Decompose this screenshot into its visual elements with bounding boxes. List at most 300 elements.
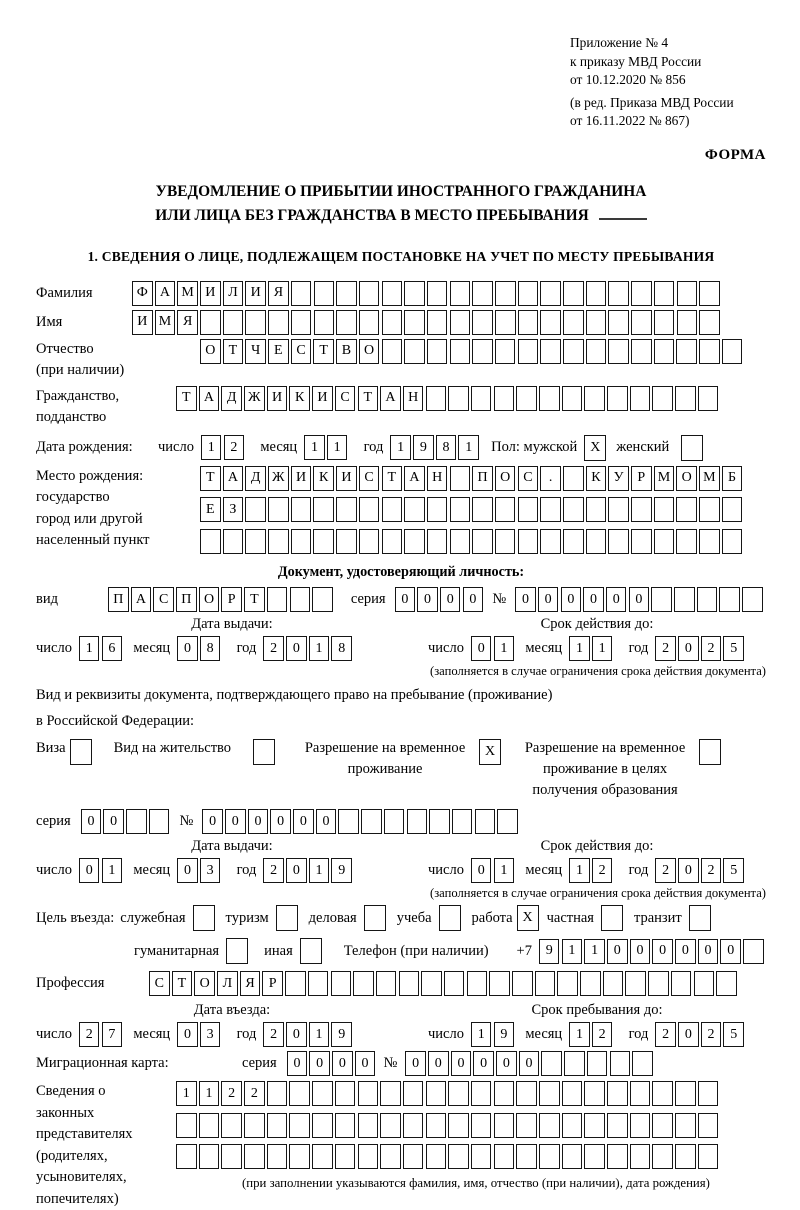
char-box[interactable] bbox=[674, 587, 695, 612]
char-box[interactable]: 0 bbox=[519, 1051, 540, 1076]
char-box[interactable]: О bbox=[495, 466, 516, 491]
char-box[interactable] bbox=[625, 971, 646, 996]
char-box[interactable]: 7 bbox=[102, 1022, 123, 1047]
char-box[interactable]: 0 bbox=[395, 587, 416, 612]
char-box[interactable] bbox=[427, 339, 448, 364]
birth-day-boxes[interactable] bbox=[201, 435, 246, 460]
char-box[interactable] bbox=[608, 339, 629, 364]
char-box[interactable] bbox=[313, 529, 334, 554]
char-box[interactable] bbox=[584, 1144, 605, 1169]
char-box[interactable] bbox=[359, 281, 380, 306]
char-box[interactable] bbox=[268, 529, 289, 554]
char-box[interactable] bbox=[632, 1051, 653, 1076]
char-box[interactable] bbox=[541, 1051, 562, 1076]
char-box[interactable] bbox=[380, 1144, 401, 1169]
purpose-other-checkbox[interactable] bbox=[300, 938, 322, 964]
char-box[interactable] bbox=[448, 1144, 469, 1169]
char-box[interactable]: 0 bbox=[496, 1051, 517, 1076]
char-box[interactable]: 1 bbox=[79, 636, 100, 661]
char-box[interactable] bbox=[450, 310, 471, 335]
char-box[interactable]: П bbox=[176, 587, 197, 612]
char-box[interactable] bbox=[512, 971, 533, 996]
char-box[interactable] bbox=[267, 1081, 288, 1106]
char-box[interactable] bbox=[289, 1144, 310, 1169]
char-box[interactable]: 1 bbox=[592, 636, 613, 661]
char-box[interactable]: О bbox=[200, 339, 221, 364]
char-box[interactable] bbox=[557, 971, 578, 996]
char-box[interactable] bbox=[540, 339, 561, 364]
char-box[interactable]: 0 bbox=[538, 587, 559, 612]
surname-boxes[interactable] bbox=[132, 281, 722, 306]
char-box[interactable]: А bbox=[155, 281, 176, 306]
char-box[interactable]: Я bbox=[240, 971, 261, 996]
char-box[interactable] bbox=[743, 939, 764, 964]
char-box[interactable] bbox=[698, 1081, 719, 1106]
char-box[interactable] bbox=[426, 1144, 447, 1169]
char-box[interactable]: 9 bbox=[331, 858, 352, 883]
char-box[interactable] bbox=[439, 905, 461, 931]
char-box[interactable] bbox=[291, 497, 312, 522]
char-box[interactable] bbox=[268, 497, 289, 522]
char-box[interactable] bbox=[335, 1081, 356, 1106]
char-box[interactable]: 1 bbox=[327, 435, 348, 460]
char-box[interactable] bbox=[450, 281, 471, 306]
char-box[interactable]: Р bbox=[262, 971, 283, 996]
stay-day-boxes[interactable] bbox=[471, 1022, 516, 1047]
char-box[interactable]: 0 bbox=[606, 587, 627, 612]
char-box[interactable]: 0 bbox=[286, 858, 307, 883]
char-box[interactable] bbox=[244, 1113, 265, 1138]
char-box[interactable]: 2 bbox=[592, 1022, 613, 1047]
char-box[interactable] bbox=[563, 281, 584, 306]
char-box[interactable]: О bbox=[194, 971, 215, 996]
char-box[interactable] bbox=[331, 971, 352, 996]
char-box[interactable]: 0 bbox=[629, 587, 650, 612]
res-valid-day-boxes[interactable] bbox=[471, 858, 516, 883]
char-box[interactable]: С bbox=[335, 386, 356, 411]
char-box[interactable] bbox=[518, 281, 539, 306]
char-box[interactable]: Л bbox=[223, 281, 244, 306]
char-box[interactable] bbox=[358, 1081, 379, 1106]
char-box[interactable] bbox=[676, 529, 697, 554]
char-box[interactable]: 0 bbox=[515, 587, 536, 612]
char-box[interactable] bbox=[607, 1081, 628, 1106]
char-box[interactable] bbox=[654, 497, 675, 522]
char-box[interactable] bbox=[399, 971, 420, 996]
char-box[interactable]: 3 bbox=[200, 1022, 221, 1047]
char-box[interactable] bbox=[471, 1144, 492, 1169]
char-box[interactable]: 0 bbox=[293, 809, 314, 834]
char-box[interactable]: 2 bbox=[221, 1081, 242, 1106]
char-box[interactable] bbox=[694, 971, 715, 996]
legal-reps-row2-boxes[interactable] bbox=[176, 1113, 776, 1138]
purpose-study-checkbox[interactable] bbox=[439, 905, 461, 931]
char-box[interactable]: А bbox=[131, 587, 152, 612]
char-box[interactable]: 1 bbox=[176, 1081, 197, 1106]
char-box[interactable]: Д bbox=[245, 466, 266, 491]
char-box[interactable] bbox=[361, 809, 382, 834]
char-box[interactable] bbox=[126, 809, 147, 834]
char-box[interactable]: X bbox=[517, 905, 539, 931]
char-box[interactable]: Д bbox=[221, 386, 242, 411]
legal-reps-row1-boxes[interactable] bbox=[176, 1081, 776, 1106]
char-box[interactable] bbox=[631, 281, 652, 306]
char-box[interactable] bbox=[289, 1113, 310, 1138]
char-box[interactable] bbox=[699, 739, 721, 765]
char-box[interactable]: 1 bbox=[201, 435, 222, 460]
birth-place-row2-boxes[interactable] bbox=[200, 497, 745, 522]
char-box[interactable]: 2 bbox=[701, 858, 722, 883]
char-box[interactable] bbox=[495, 497, 516, 522]
char-box[interactable]: Я bbox=[268, 281, 289, 306]
mig-number-boxes[interactable] bbox=[405, 1051, 655, 1076]
char-box[interactable]: Т bbox=[200, 466, 221, 491]
char-box[interactable] bbox=[404, 529, 425, 554]
char-box[interactable]: 0 bbox=[675, 939, 696, 964]
entry-day-boxes[interactable] bbox=[79, 1022, 124, 1047]
char-box[interactable] bbox=[176, 1113, 197, 1138]
res-series-boxes[interactable] bbox=[81, 809, 172, 834]
char-box[interactable]: Ч bbox=[245, 339, 266, 364]
char-box[interactable] bbox=[722, 339, 743, 364]
char-box[interactable]: 0 bbox=[286, 1022, 307, 1047]
char-box[interactable]: 1 bbox=[309, 1022, 330, 1047]
char-box[interactable]: 0 bbox=[309, 1051, 330, 1076]
char-box[interactable]: 1 bbox=[304, 435, 325, 460]
visa-checkbox[interactable] bbox=[70, 739, 92, 765]
char-box[interactable]: Т bbox=[382, 466, 403, 491]
char-box[interactable] bbox=[403, 1081, 424, 1106]
char-box[interactable] bbox=[698, 1113, 719, 1138]
char-box[interactable] bbox=[200, 310, 221, 335]
char-box[interactable] bbox=[586, 529, 607, 554]
char-box[interactable]: 1 bbox=[562, 939, 583, 964]
char-box[interactable] bbox=[699, 529, 720, 554]
char-box[interactable]: 2 bbox=[263, 636, 284, 661]
char-box[interactable] bbox=[358, 1144, 379, 1169]
char-box[interactable] bbox=[608, 497, 629, 522]
char-box[interactable]: 0 bbox=[248, 809, 269, 834]
char-box[interactable] bbox=[535, 971, 556, 996]
char-box[interactable]: З bbox=[223, 497, 244, 522]
char-box[interactable] bbox=[584, 1081, 605, 1106]
res-issue-day-boxes[interactable] bbox=[79, 858, 124, 883]
stay-month-boxes[interactable] bbox=[569, 1022, 614, 1047]
char-box[interactable] bbox=[193, 905, 215, 931]
char-box[interactable]: С bbox=[518, 466, 539, 491]
char-box[interactable] bbox=[563, 466, 584, 491]
char-box[interactable]: П bbox=[472, 466, 493, 491]
char-box[interactable] bbox=[494, 386, 515, 411]
legal-reps-row3-boxes[interactable] bbox=[176, 1144, 776, 1169]
char-box[interactable] bbox=[467, 971, 488, 996]
char-box[interactable] bbox=[70, 739, 92, 765]
char-box[interactable] bbox=[586, 310, 607, 335]
char-box[interactable]: О bbox=[199, 587, 220, 612]
char-box[interactable] bbox=[285, 971, 306, 996]
char-box[interactable]: 0 bbox=[103, 809, 124, 834]
char-box[interactable] bbox=[495, 310, 516, 335]
char-box[interactable] bbox=[404, 310, 425, 335]
purpose-humanitarian-checkbox[interactable] bbox=[226, 938, 248, 964]
char-box[interactable]: Б bbox=[722, 466, 743, 491]
char-box[interactable] bbox=[608, 281, 629, 306]
char-box[interactable] bbox=[495, 281, 516, 306]
char-box[interactable]: 1 bbox=[390, 435, 411, 460]
residence-permit-checkbox[interactable] bbox=[253, 739, 275, 765]
char-box[interactable]: 8 bbox=[436, 435, 457, 460]
char-box[interactable] bbox=[607, 1144, 628, 1169]
char-box[interactable] bbox=[652, 1144, 673, 1169]
char-box[interactable]: М bbox=[654, 466, 675, 491]
char-box[interactable] bbox=[494, 1081, 515, 1106]
char-box[interactable] bbox=[671, 971, 692, 996]
char-box[interactable]: И bbox=[291, 466, 312, 491]
char-box[interactable] bbox=[603, 971, 624, 996]
char-box[interactable] bbox=[221, 1113, 242, 1138]
char-box[interactable] bbox=[421, 971, 442, 996]
char-box[interactable] bbox=[607, 386, 628, 411]
char-box[interactable]: Т bbox=[223, 339, 244, 364]
char-box[interactable] bbox=[562, 1081, 583, 1106]
char-box[interactable] bbox=[652, 1081, 673, 1106]
char-box[interactable]: Ф bbox=[132, 281, 153, 306]
char-box[interactable] bbox=[404, 339, 425, 364]
char-box[interactable]: 0 bbox=[79, 858, 100, 883]
char-box[interactable]: Т bbox=[358, 386, 379, 411]
char-box[interactable] bbox=[335, 1113, 356, 1138]
char-box[interactable] bbox=[382, 529, 403, 554]
char-box[interactable]: 2 bbox=[701, 1022, 722, 1047]
char-box[interactable] bbox=[380, 1081, 401, 1106]
char-box[interactable] bbox=[200, 529, 221, 554]
char-box[interactable]: М bbox=[177, 281, 198, 306]
char-box[interactable] bbox=[472, 529, 493, 554]
char-box[interactable] bbox=[359, 497, 380, 522]
char-box[interactable]: 1 bbox=[199, 1081, 220, 1106]
char-box[interactable] bbox=[245, 310, 266, 335]
char-box[interactable] bbox=[654, 339, 675, 364]
char-box[interactable]: 0 bbox=[678, 1022, 699, 1047]
char-box[interactable] bbox=[384, 809, 405, 834]
purpose-private-checkbox[interactable] bbox=[601, 905, 623, 931]
char-box[interactable] bbox=[675, 1081, 696, 1106]
char-box[interactable]: . bbox=[540, 466, 561, 491]
char-box[interactable] bbox=[586, 281, 607, 306]
char-box[interactable] bbox=[291, 529, 312, 554]
res-issue-month-boxes[interactable] bbox=[177, 858, 222, 883]
char-box[interactable]: 0 bbox=[583, 587, 604, 612]
char-box[interactable] bbox=[689, 905, 711, 931]
char-box[interactable] bbox=[516, 1081, 537, 1106]
char-box[interactable]: 0 bbox=[225, 809, 246, 834]
char-box[interactable] bbox=[563, 497, 584, 522]
char-box[interactable] bbox=[540, 497, 561, 522]
char-box[interactable]: 0 bbox=[678, 636, 699, 661]
char-box[interactable]: 9 bbox=[494, 1022, 515, 1047]
char-box[interactable] bbox=[426, 386, 447, 411]
char-box[interactable] bbox=[631, 310, 652, 335]
char-box[interactable] bbox=[607, 1113, 628, 1138]
res-valid-year-boxes[interactable] bbox=[655, 858, 746, 883]
char-box[interactable] bbox=[630, 1081, 651, 1106]
char-box[interactable] bbox=[471, 1081, 492, 1106]
char-box[interactable] bbox=[426, 1081, 447, 1106]
char-box[interactable]: К bbox=[289, 386, 310, 411]
char-box[interactable]: Н bbox=[403, 386, 424, 411]
char-box[interactable] bbox=[676, 339, 697, 364]
char-box[interactable]: С bbox=[149, 971, 170, 996]
char-box[interactable]: 9 bbox=[413, 435, 434, 460]
char-box[interactable]: 2 bbox=[701, 636, 722, 661]
char-box[interactable] bbox=[429, 809, 450, 834]
char-box[interactable] bbox=[699, 497, 720, 522]
char-box[interactable] bbox=[651, 587, 672, 612]
char-box[interactable]: 0 bbox=[630, 939, 651, 964]
char-box[interactable] bbox=[291, 310, 312, 335]
char-box[interactable] bbox=[494, 1113, 515, 1138]
char-box[interactable]: 0 bbox=[652, 939, 673, 964]
char-box[interactable] bbox=[267, 1144, 288, 1169]
char-box[interactable]: Р bbox=[631, 466, 652, 491]
char-box[interactable] bbox=[376, 971, 397, 996]
char-box[interactable] bbox=[587, 1051, 608, 1076]
char-box[interactable] bbox=[289, 1081, 310, 1106]
char-box[interactable] bbox=[652, 386, 673, 411]
doc-kind-boxes[interactable] bbox=[108, 587, 335, 612]
char-box[interactable] bbox=[427, 529, 448, 554]
char-box[interactable]: Я bbox=[177, 310, 198, 335]
char-box[interactable] bbox=[699, 339, 720, 364]
char-box[interactable] bbox=[495, 529, 516, 554]
char-box[interactable] bbox=[540, 310, 561, 335]
char-box[interactable] bbox=[630, 386, 651, 411]
char-box[interactable] bbox=[223, 529, 244, 554]
char-box[interactable]: 1 bbox=[494, 858, 515, 883]
char-box[interactable] bbox=[675, 386, 696, 411]
char-box[interactable]: С bbox=[291, 339, 312, 364]
char-box[interactable] bbox=[580, 971, 601, 996]
char-box[interactable]: Н bbox=[427, 466, 448, 491]
birth-year-boxes[interactable] bbox=[390, 435, 481, 460]
char-box[interactable]: К bbox=[586, 466, 607, 491]
char-box[interactable] bbox=[291, 281, 312, 306]
char-box[interactable] bbox=[516, 1144, 537, 1169]
char-box[interactable] bbox=[648, 971, 669, 996]
char-box[interactable]: 0 bbox=[463, 587, 484, 612]
char-box[interactable] bbox=[267, 1113, 288, 1138]
char-box[interactable] bbox=[199, 1113, 220, 1138]
char-box[interactable] bbox=[448, 1081, 469, 1106]
char-box[interactable] bbox=[353, 971, 374, 996]
char-box[interactable] bbox=[223, 310, 244, 335]
char-box[interactable] bbox=[312, 1081, 333, 1106]
char-box[interactable]: 2 bbox=[655, 1022, 676, 1047]
char-box[interactable]: 1 bbox=[309, 858, 330, 883]
char-box[interactable] bbox=[221, 1144, 242, 1169]
char-box[interactable] bbox=[631, 339, 652, 364]
char-box[interactable]: Т bbox=[244, 587, 265, 612]
birth-month-boxes[interactable] bbox=[304, 435, 349, 460]
char-box[interactable] bbox=[312, 1144, 333, 1169]
char-box[interactable] bbox=[563, 529, 584, 554]
char-box[interactable] bbox=[336, 497, 357, 522]
char-box[interactable] bbox=[675, 1113, 696, 1138]
char-box[interactable]: И bbox=[132, 310, 153, 335]
char-box[interactable] bbox=[290, 587, 311, 612]
char-box[interactable]: 2 bbox=[655, 858, 676, 883]
char-box[interactable] bbox=[563, 310, 584, 335]
char-box[interactable]: Ж bbox=[268, 466, 289, 491]
char-box[interactable] bbox=[404, 281, 425, 306]
char-box[interactable] bbox=[608, 529, 629, 554]
char-box[interactable] bbox=[698, 1144, 719, 1169]
char-box[interactable] bbox=[631, 529, 652, 554]
char-box[interactable]: Т bbox=[172, 971, 193, 996]
char-box[interactable]: 9 bbox=[331, 1022, 352, 1047]
char-box[interactable]: 1 bbox=[309, 636, 330, 661]
char-box[interactable]: И bbox=[267, 386, 288, 411]
char-box[interactable] bbox=[677, 281, 698, 306]
char-box[interactable] bbox=[676, 497, 697, 522]
citizenship-boxes[interactable] bbox=[176, 386, 721, 411]
char-box[interactable] bbox=[518, 529, 539, 554]
char-box[interactable]: А bbox=[199, 386, 220, 411]
char-box[interactable] bbox=[494, 1144, 515, 1169]
char-box[interactable]: 0 bbox=[332, 1051, 353, 1076]
char-box[interactable]: Е bbox=[268, 339, 289, 364]
temp-permit-edu-checkbox[interactable] bbox=[699, 739, 721, 765]
char-box[interactable] bbox=[427, 310, 448, 335]
purpose-transit-checkbox[interactable] bbox=[689, 905, 711, 931]
char-box[interactable] bbox=[450, 529, 471, 554]
birth-place-row3-boxes[interactable] bbox=[200, 529, 745, 554]
char-box[interactable] bbox=[268, 310, 289, 335]
char-box[interactable] bbox=[336, 529, 357, 554]
char-box[interactable] bbox=[245, 529, 266, 554]
char-box[interactable]: 1 bbox=[102, 858, 123, 883]
char-box[interactable]: Л bbox=[217, 971, 238, 996]
char-box[interactable]: 5 bbox=[723, 858, 744, 883]
char-box[interactable]: Е bbox=[200, 497, 221, 522]
char-box[interactable] bbox=[244, 1144, 265, 1169]
patronymic-boxes[interactable] bbox=[200, 339, 745, 364]
char-box[interactable]: 2 bbox=[79, 1022, 100, 1047]
char-box[interactable] bbox=[564, 1051, 585, 1076]
char-box[interactable]: 0 bbox=[287, 1051, 308, 1076]
char-box[interactable]: 0 bbox=[81, 809, 102, 834]
id-issue-day-boxes[interactable] bbox=[79, 636, 124, 661]
char-box[interactable] bbox=[472, 281, 493, 306]
given-name-boxes[interactable] bbox=[132, 310, 722, 335]
char-box[interactable]: 2 bbox=[263, 858, 284, 883]
char-box[interactable] bbox=[382, 310, 403, 335]
char-box[interactable] bbox=[586, 339, 607, 364]
char-box[interactable]: 0 bbox=[720, 939, 741, 964]
char-box[interactable] bbox=[719, 587, 740, 612]
char-box[interactable] bbox=[382, 281, 403, 306]
char-box[interactable] bbox=[358, 1113, 379, 1138]
char-box[interactable] bbox=[176, 1144, 197, 1169]
char-box[interactable]: С bbox=[359, 466, 380, 491]
char-box[interactable] bbox=[563, 339, 584, 364]
char-box[interactable] bbox=[516, 386, 537, 411]
id-issue-month-boxes[interactable] bbox=[177, 636, 222, 661]
char-box[interactable] bbox=[471, 386, 492, 411]
char-box[interactable]: 2 bbox=[244, 1081, 265, 1106]
char-box[interactable]: 8 bbox=[331, 636, 352, 661]
char-box[interactable]: С bbox=[153, 587, 174, 612]
